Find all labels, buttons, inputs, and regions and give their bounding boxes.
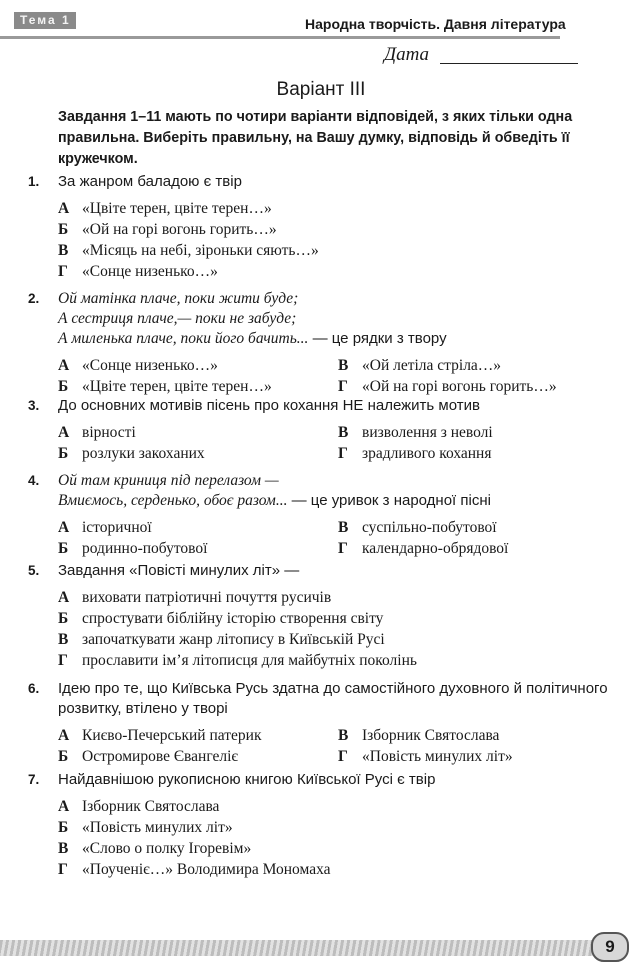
answer-option[interactable]: А Ізборник Святослава	[58, 798, 220, 815]
answer-option[interactable]: Б Остромирове Євангеліє	[58, 748, 239, 765]
date-field-line	[440, 63, 578, 64]
question-number: 3.	[28, 398, 40, 413]
date-label: Дата	[384, 44, 430, 65]
answer-option[interactable]: Г «Повість минулих літ»	[338, 748, 513, 765]
instructions: Завдання 1–11 мають по чотири варіанти відповідей, з яких тільки одна правильна. Виберіть правильну, на Вашу думку, відповідь й обведіть її кружечком.	[58, 109, 573, 167]
question-1	[28, 172, 628, 282]
answer-option[interactable]: Б «Повість минулих літ»	[58, 819, 233, 836]
question-number: 2.	[28, 291, 40, 306]
answer-option[interactable]: В визволення з неволі	[338, 424, 493, 441]
section-title: Народна творчість. Давня література	[305, 16, 566, 32]
question-text: — це рядки з твору	[308, 330, 447, 347]
answer-option[interactable]: В «Слово о полку Ігоревім»	[58, 840, 252, 857]
question-text: До основних мотивів пісень про кохання НЕ належить мотив	[58, 397, 480, 414]
answer-option[interactable]: В започаткувати жанр літопису в Київській Русі	[58, 631, 385, 648]
answer-option[interactable]: Г «Ой на горі вогонь горить…»	[338, 378, 557, 395]
quote-line: Вмиємось, серденько, обоє разом...	[58, 492, 288, 509]
page-footer	[0, 932, 642, 970]
answer-options	[58, 517, 628, 559]
question-text: Найдавнішою рукописною книгою Київської Русі є твір	[58, 771, 436, 788]
question-3	[28, 396, 628, 464]
question-number: 1.	[28, 174, 40, 189]
answer-options	[58, 796, 628, 880]
question-number: 4.	[28, 473, 40, 488]
question-text: За жанром баладою є твір	[58, 173, 242, 190]
question-7	[28, 770, 628, 880]
question-number: 7.	[28, 772, 40, 787]
variant-title: Варіант ІІІ	[276, 79, 366, 100]
answer-option[interactable]: Г зрадливого кохання	[338, 445, 492, 462]
answer-option[interactable]: Г «Поученіє…» Володимира Мономаха	[58, 861, 331, 878]
question-4	[28, 471, 628, 559]
answer-option[interactable]: Б розлуки закоханих	[58, 445, 205, 462]
answer-options	[58, 198, 628, 282]
header-rule	[0, 36, 560, 39]
answer-option[interactable]: А історичної	[58, 519, 152, 536]
answer-option[interactable]: Г прославити ім’я літописця для майбутніх поколінь	[58, 652, 417, 669]
answer-option[interactable]: Г календарно-обрядової	[338, 540, 509, 557]
quote-line: Ой там криниця під перелазом —	[58, 472, 279, 489]
question-number: 5.	[28, 563, 40, 578]
answer-options	[58, 355, 628, 397]
quote-line: Ой матінка плаче, поки жити буде;	[58, 290, 299, 307]
answer-option[interactable]: Б «Ой на горі вогонь горить…»	[58, 221, 277, 238]
answer-option[interactable]: Г «Сонце низенько…»	[58, 263, 218, 280]
page-number: 9	[591, 932, 629, 962]
question-text: Завдання «Повісті минулих літ» —	[58, 562, 300, 579]
question-quote	[58, 289, 628, 349]
question-number: 6.	[28, 681, 40, 696]
answer-options	[58, 422, 628, 464]
answer-option[interactable]: А виховати патріотичні почуття русичів	[58, 589, 332, 606]
question-text: Ідею про те, що Київська Русь здатна до самостійного духовного й політичного розвитку, втілено у творі	[58, 680, 608, 717]
footer-decoration	[0, 940, 600, 956]
answer-option[interactable]: Б «Цвіте терен, цвіте терен…»	[58, 378, 272, 395]
answer-option[interactable]: В Ізборник Святослава	[338, 727, 500, 744]
topic-tab: Тема 1	[14, 12, 76, 29]
quote-line: А сестриця плаче,— поки не забуде;	[58, 310, 297, 327]
answer-option[interactable]: А «Сонце низенько…»	[58, 357, 218, 374]
answer-option[interactable]: Б родинно-побутової	[58, 540, 208, 557]
question-6	[28, 679, 628, 767]
answer-option[interactable]: Б спростувати біблійну історію створення світу	[58, 610, 384, 627]
answer-options	[58, 587, 628, 671]
answer-option[interactable]: А вірності	[58, 424, 136, 441]
answer-option[interactable]: В «Ой летіла стріла…»	[338, 357, 502, 374]
answer-option[interactable]: А «Цвіте терен, цвіте терен…»	[58, 200, 272, 217]
question-quote	[58, 471, 628, 511]
quote-line: А миленька плаче, поки його бачить...	[58, 330, 309, 347]
question-5	[28, 561, 628, 671]
answer-options	[58, 725, 628, 767]
question-text: — це уривок з народної пісні	[287, 492, 491, 509]
answer-option[interactable]: А Києво-Печерський патерик	[58, 727, 262, 744]
page-header	[0, 0, 642, 40]
answer-option[interactable]: В «Місяць на небі, зіроньки сяють…»	[58, 242, 319, 259]
question-2	[28, 289, 628, 397]
answer-option[interactable]: В суспільно-побутової	[338, 519, 497, 536]
